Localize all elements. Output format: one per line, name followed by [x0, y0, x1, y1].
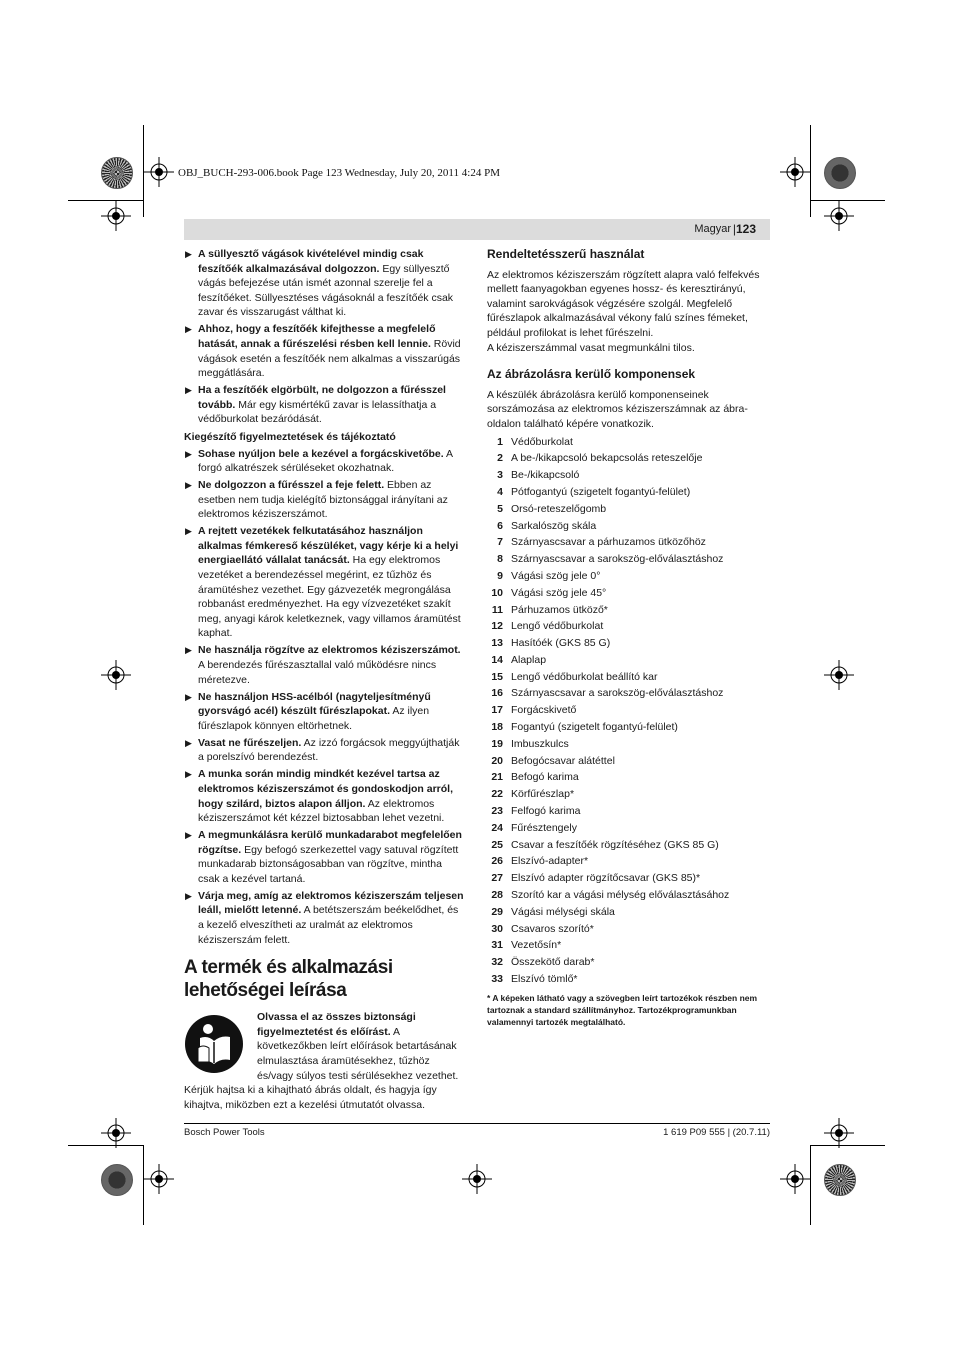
component-item [487, 803, 770, 820]
component-item [487, 467, 770, 484]
section-title: A termék és alkalmazási lehetőségei leírása [184, 957, 393, 1002]
component-item [487, 786, 770, 803]
warning-bold: Sohase nyúljon bele a kezével a forgácskivetőbe. [198, 447, 444, 460]
component-number: 29 [491, 905, 503, 918]
bullet-arrow-icon: ▶ [185, 448, 192, 459]
right-column [487, 247, 770, 1028]
component-number: 23 [491, 805, 503, 818]
registration-mark [101, 660, 131, 690]
component-item [487, 434, 770, 451]
components-intro: A készülék ábrázolásra kerülő komponenseinek sorszámozása az elektromos kéziszerszámnak az ábra-oldalon található képére vonatkozik. [487, 388, 748, 430]
component-number: 18 [491, 721, 503, 734]
component-label: Csavaros szorító* [511, 922, 594, 935]
left-column [184, 247, 466, 1112]
component-item [487, 652, 770, 669]
component-number: 24 [491, 821, 503, 834]
component-label: Imbuszkulcs [511, 737, 569, 750]
color-rose-mark [101, 1164, 133, 1196]
component-label: Párhuzamos ütköző* [511, 603, 608, 616]
component-label: Szorító kar a vágási mélység előválasztásához [511, 889, 730, 902]
warning-text: Az elektromos kéziszerszámot két kézzel biztosabban lehet vezetni. [198, 797, 445, 825]
warning-text: A betétszerszám beékelődhet, és a kezelő elveszítheti az uralmát az elektromos kéziszerszám felett. [198, 904, 459, 946]
warning-text: Ha egy elektromos vezetéket a berendezéssel megérint, ez tűzhöz és áramütéshez vezethet. Egy gázvezeték megrongálása robbanást eredményezhet. Ha egy vízvezetéket szakít meg, anyagi károk keletkeznek, vagy villamos áramütést kaphat. [198, 554, 461, 640]
component-label: Szárnyascsavar a sarokszög-előválasztáshoz [511, 553, 724, 566]
component-number: 21 [491, 771, 503, 784]
component-number: 10 [491, 586, 503, 599]
component-number: 17 [491, 704, 503, 717]
component-number: 22 [491, 788, 503, 801]
warning-text: Egy befogó szerkezettel vagy satuval rögzített munkadarab biztonságosabban van rögzítve, mintha csak a kezével tartaná. [198, 843, 459, 885]
component-item [487, 887, 770, 904]
component-number: 33 [491, 973, 503, 986]
component-number: 1 [497, 435, 503, 448]
warning-text: Egy süllyesztő vágás befejezése után ismét azonnal szerelje fel a feszítőéket. Süllyesztéses vágásoknál a feszítőék csak zavar és visszarugást válthat ki. [198, 262, 454, 319]
component-number: 7 [497, 536, 503, 549]
warning-item [184, 524, 466, 641]
warning-bold: A megmunkálásra kerülő munkadarabot megfelelően rögzítse. [198, 829, 462, 856]
component-item [487, 518, 770, 535]
component-label: Összekötő darab* [511, 956, 595, 969]
header-language: Magyar [694, 223, 731, 235]
warning-bold: Ne használjon HSS-acélból (nagyteljesítményű gyorsvágó acél) készült fűrészlapokat. [198, 690, 431, 718]
component-item [487, 534, 770, 551]
component-item [487, 769, 770, 786]
component-label: Pótfogantyú (szigetelt fogantyú-felület) [511, 485, 691, 498]
component-label: Elszívó-adapter* [511, 855, 589, 868]
warning-bold: Ne dolgozzon a fűrésszel a feje felett. [198, 479, 385, 492]
warning-bold: A süllyesztő vágások kivételével mindig csak feszítőék alkalmazásával dolgozzon. [198, 248, 424, 275]
warning-bold: Ne használja rögzítve az elektromos kéziszerszámot. [198, 644, 461, 657]
component-item [487, 870, 770, 887]
component-label: A be-/kikapcsoló bekapcsolás reteszelője [511, 452, 703, 465]
read-bold: Olvassa el az összes biztonsági figyelmeztetést és előírást. [257, 1011, 416, 1038]
registration-mark [144, 157, 174, 187]
warning-item [184, 828, 466, 886]
component-label: Szárnyascsavar a sarokszög-előválasztáshoz [511, 687, 724, 700]
page-header [184, 219, 770, 240]
read-instructions-text [257, 1010, 466, 1083]
registration-mark [824, 1118, 854, 1148]
component-item [487, 568, 770, 585]
footer-brand: Bosch Power Tools [184, 1127, 265, 1138]
component-label: Forgácskivető [511, 704, 577, 717]
component-number: 12 [491, 620, 503, 633]
warning-text: Rövid vágások esetén a feszítőék nem alkalmas a visszarúgás meggátlására. [198, 337, 461, 380]
component-label: Befogócsavar alátéttel [511, 754, 615, 767]
component-number: 30 [491, 922, 503, 935]
component-item [487, 602, 770, 619]
registration-mark [780, 1164, 810, 1194]
warning-text: A berendezés fűrészasztallal való működésre nincs méretezve. [198, 658, 437, 686]
component-number: 14 [491, 653, 503, 666]
component-item [487, 585, 770, 602]
component-label: Sarkalószög skála [511, 519, 597, 532]
registration-mark [144, 1164, 174, 1194]
registration-mark [780, 157, 810, 187]
warning-item [184, 736, 466, 765]
bullet-arrow-icon: ▶ [185, 737, 192, 748]
component-item [487, 937, 770, 954]
component-label: Orsó-reteszelőgomb [511, 502, 607, 515]
warning-item [184, 643, 466, 687]
bullet-arrow-icon: ▶ [185, 769, 192, 780]
bullet-arrow-icon: ▶ [185, 890, 192, 901]
component-item [487, 702, 770, 719]
component-label: Hasítóék (GKS 85 G) [511, 637, 611, 650]
bullet-arrow-icon: ▶ [185, 691, 192, 702]
component-label: Elszívó tömlő* [511, 973, 578, 986]
intended-use-note: A kéziszerszámmal vasat megmunkálni tilos. [487, 341, 695, 354]
component-item [487, 904, 770, 921]
accessory-footnote: * A képeken látható vagy a szövegben leírt tartozékok részben nem tartoznak a standard szállítmányhoz. Tartozékprogramunkban valamennyi tartozék megtalálható. [487, 992, 758, 1027]
component-label: Alaplap [511, 653, 547, 666]
warning-item [184, 447, 466, 476]
component-label: Lengő védőburkolat [511, 620, 604, 633]
component-number: 31 [491, 939, 503, 952]
component-label: Szárnyascsavar a párhuzamos ütközőhöz [511, 536, 706, 549]
component-item [487, 669, 770, 686]
registration-mark [462, 1164, 492, 1194]
component-label: Vágási szög jele 45° [511, 586, 607, 599]
bullet-arrow-icon: ▶ [185, 385, 192, 396]
bullet-arrow-icon: ▶ [185, 249, 192, 259]
registration-mark [101, 1118, 131, 1148]
component-number: 13 [491, 637, 503, 650]
component-label: Fogantyú (szigetelt fogantyú-felület) [511, 721, 678, 734]
component-number: 16 [491, 687, 503, 700]
warning-item [184, 690, 466, 734]
component-number: 25 [491, 838, 503, 851]
component-number: 3 [497, 469, 503, 482]
component-label: Lengő védőburkolat beállító kar [511, 670, 658, 683]
component-item [487, 450, 770, 467]
fold-out-text: Kérjük hajtsa ki a kihajtható ábrás oldalt, és hagyja így kihajtva, miközben ezt a kezelési útmutatót olvassa. [184, 1084, 437, 1111]
component-label: Vezetősín* [511, 939, 562, 952]
warning-item [184, 322, 466, 380]
read-text: A következőkben leírt előírások betartásának elmulasztása áramütésekhez, tűzhöz és/vagy súlyos testi sérülésekhez vezethet. [257, 1025, 459, 1082]
component-number: 8 [497, 553, 503, 566]
bullet-arrow-icon: ▶ [185, 324, 192, 335]
component-number: 26 [491, 855, 503, 868]
warning-text: A forgó alkatrészek sérüléseket okozhatnak. [198, 447, 453, 475]
page-number: 123 [735, 222, 756, 236]
component-label: Körfűrészlap* [511, 788, 575, 801]
component-label: Elszívó adapter rögzítőcsavar (GKS 85)* [511, 872, 701, 885]
bullet-arrow-icon: ▶ [185, 480, 192, 491]
component-number: 6 [497, 519, 503, 532]
warning-text: Már egy kismértékű zavar is lelassíthatja a védőburkolat bezáródását. [198, 398, 437, 426]
color-rose-mark [824, 1164, 856, 1196]
warning-text: Az izzó forgácsok meggyújthatják a porelszívó berendezést. [198, 736, 460, 764]
read-instructions-block [184, 1010, 466, 1083]
registration-mark [824, 201, 854, 231]
warning-item [184, 247, 466, 320]
bullet-arrow-icon: ▶ [185, 526, 192, 537]
component-number: 2 [497, 452, 503, 465]
component-number: 19 [491, 737, 503, 750]
subheading: Kiegészítő figyelmeztetések és tájékoztató [184, 430, 396, 443]
warning-bold: Ahhoz, hogy a feszítőék kifejthesse a megfelelő hatását, annak a fűrészelési résben kell lennie. [198, 323, 436, 350]
component-item [487, 719, 770, 736]
component-item [487, 954, 770, 971]
intended-use-text: Az elektromos kéziszerszám rögzített alapra való felfekvés mellett faanyagokban egyenes hossz- és keresztirányú, valamint sarokvágások végzésére szolgál. Megfelelő fűrészlapok alkalmazásával vékony falú színes fémeket, például profilokat is lehet fűrészelni. [487, 268, 760, 339]
component-item [487, 753, 770, 770]
component-label: Csavar a feszítőék rögzítéséhez (GKS 85 G) [511, 838, 719, 851]
read-manual-icon [184, 1014, 244, 1074]
component-item [487, 853, 770, 870]
warning-item [184, 478, 466, 522]
components-list [487, 434, 770, 988]
warning-bold: Ha a feszítőék elgörbült, ne dolgozzon a fűrésszel tovább. [198, 384, 446, 411]
warning-bold: Vasat ne fűrészeljen. [198, 736, 302, 749]
component-item [487, 685, 770, 702]
component-number: 15 [491, 670, 503, 683]
component-item [487, 736, 770, 753]
component-number: 11 [491, 603, 503, 616]
intended-use-title: Rendeltetésszerű használat [487, 247, 645, 261]
component-item [487, 618, 770, 635]
print-slug: OBJ_BUCH-293-006.book Page 123 Wednesday, July 20, 2011 4:24 PM [178, 167, 500, 179]
warning-bold: A munka során mindig mindkét kezével tartsa az elektromos kéziszerszámot és gondoskodjon arról, hogy szilárd, biztos alapon álljon. [198, 768, 453, 810]
component-label: Védőburkolat [511, 435, 573, 448]
component-item [487, 921, 770, 938]
component-number: 28 [491, 889, 503, 902]
warning-item [184, 889, 466, 947]
component-item [487, 484, 770, 501]
crop-mark [810, 1145, 811, 1225]
footer-rule [184, 1123, 770, 1124]
component-item [487, 820, 770, 837]
component-label: Vágási szög jele 0° [511, 569, 601, 582]
component-label: Vágási mélységi skála [511, 905, 615, 918]
footer-doc-number: 1 619 P09 555 | (20.7.11) [663, 1127, 770, 1138]
color-rose-mark [824, 157, 856, 189]
registration-mark [824, 660, 854, 690]
component-item [487, 635, 770, 652]
component-number: 27 [491, 872, 503, 885]
component-label: Fűrésztengely [511, 821, 577, 834]
warning-text: Ebben az esetben nem tudja kielégítő biztonsággal irányítani az elektromos kéziszerszámot. [198, 479, 448, 521]
component-label: Felfogó karima [511, 805, 581, 818]
warnings-list [184, 447, 466, 948]
components-title: Az ábrázolásra kerülő komponensek [487, 367, 696, 382]
warning-item [184, 767, 466, 825]
component-item [487, 551, 770, 568]
component-label: Befogó karima [511, 771, 579, 784]
component-number: 5 [497, 502, 503, 515]
component-label: Be-/kikapcsoló [511, 469, 580, 482]
header-separator: | [732, 222, 736, 236]
component-item [487, 501, 770, 518]
color-rose-mark [101, 157, 133, 189]
component-number: 4 [497, 485, 503, 498]
component-number: 20 [491, 754, 503, 767]
component-item [487, 971, 770, 988]
warnings-top-list [184, 247, 466, 427]
component-number: 32 [491, 956, 503, 969]
component-item [487, 837, 770, 854]
warning-item [184, 383, 466, 427]
bullet-arrow-icon: ▶ [185, 645, 192, 656]
component-number: 9 [497, 569, 503, 582]
warning-bold: A rejtett vezetékek felkutatásához használjon alkalmas fémkereső készüléket, vagy kérje ki a helyi energiaellátó vállalat tanácsát. [198, 525, 459, 567]
crop-mark [810, 125, 811, 217]
registration-mark [101, 201, 131, 231]
bullet-arrow-icon: ▶ [185, 830, 192, 841]
warning-text: Az ilyen fűrészlapok könnyen eltörhetnek. [198, 705, 430, 732]
warning-bold: Várja meg, amíg az elektromos kéziszerszám teljesen leáll, mielőtt letenné. [198, 889, 464, 917]
